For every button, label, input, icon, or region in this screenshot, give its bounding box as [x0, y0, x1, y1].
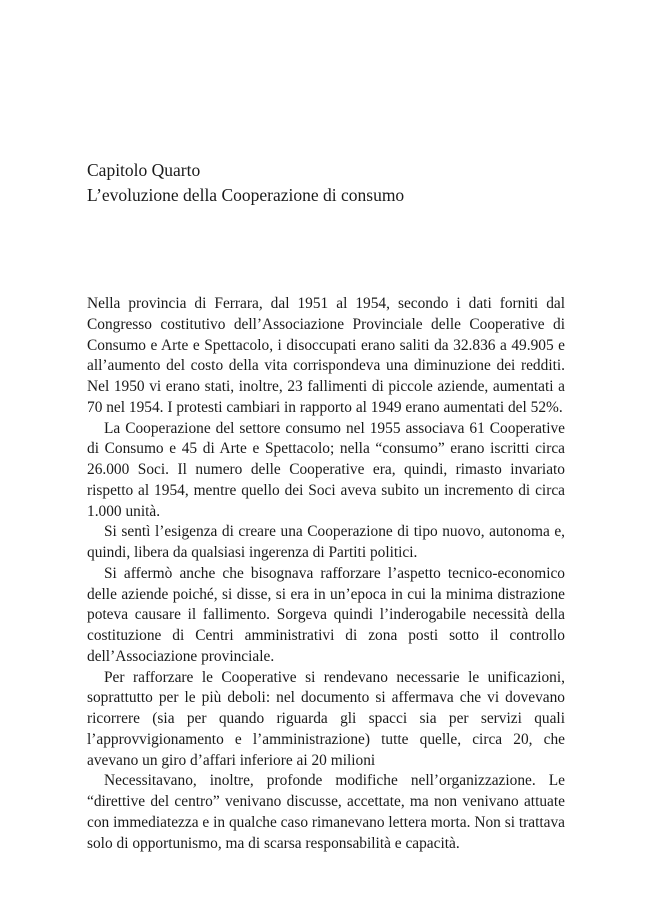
chapter-number: Capitolo Quarto	[87, 160, 201, 180]
chapter-heading	[87, 158, 567, 208]
paragraph: Necessitavano, inoltre, profonde modifiche nell’organizzazione. Le “direttive del centro” venivano discusse, accettate, ma non venivano attuate con immediatezza e in qualche caso rimanevano lettera morta. Non si trattava solo di opportunismo, ma di scarsa responsabilità e capacità.	[87, 772, 565, 852]
paragraph: Si sentì l’esigenza di creare una Cooperazione di tipo nuovo, autonoma e, quindi, libera da qualsiasi ingerenza di Partiti politici.	[87, 523, 565, 561]
paragraph: La Cooperazione del settore consumo nel 1955 associava 61 Cooperative di Consumo e 45 di Arte e Spettacolo; nella “consumo” erano iscritti circa 26.000 Soci. Il numero delle Cooperative era, quindi, rimasto invariato rispetto al 1954, mentre quello dei Soci aveva subito un incremento di circa 1.000 unità.	[87, 419, 565, 520]
paragraph: Nella provincia di Ferrara, dal 1951 al 1954, secondo i dati forniti dal Congresso costitutivo dell’Associazione Provinciale delle Cooperative di Consumo e Arte e Spettacolo, i disoccupati erano saliti da 32.836 a 49.905 e all’aumento del costo della vita corrispondeva una diminuzione dei redditi. Nel 1950 vi erano stati, inoltre, 23 fallimenti di piccole aziende, aumentati a 70 nel 1954. I protesti cambiari in rapporto al 1949 erano aumentati del 52%.	[87, 295, 565, 416]
paragraph: Si affermò anche che bisognava rafforzare l’aspetto tecnico-economico delle aziende poiché, si disse, si era in un’epoca in cui la minima distrazione poteva causare il fallimento. Sorgeva quindi l’inderogabile necessità della costituzione di Centri amministrativi di zona posti sotto il controllo dell’Associazione provinciale.	[87, 564, 565, 665]
chapter-title: L’evoluzione della Cooperazione di consumo	[87, 185, 405, 205]
body-text	[87, 294, 565, 854]
paragraph: Per rafforzare le Cooperative si rendevano necessarie le unificazioni, soprattutto per le più deboli: nel documento si affermava che vi dovevano ricorrere (sia per quando riguarda gli spacci sia per servizi quali l’approvvigionamento e l’amministrazione) tutte quelle, circa 20, che avevano un giro d’affari inferiore ai 20 milioni	[87, 668, 565, 769]
